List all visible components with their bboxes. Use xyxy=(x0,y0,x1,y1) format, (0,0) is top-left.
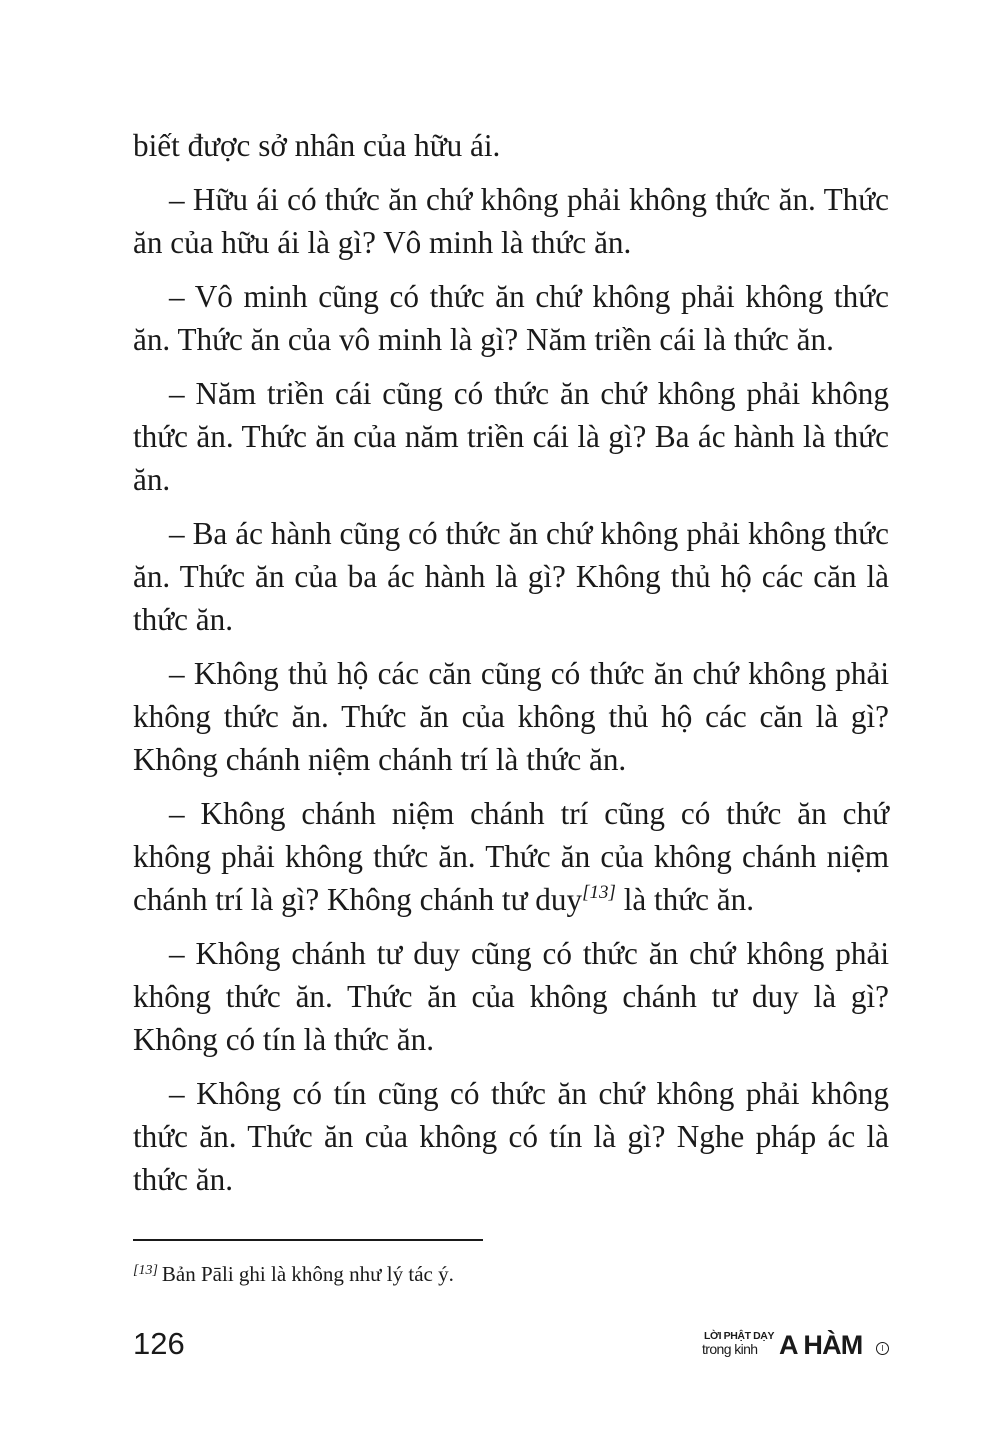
paragraph: biết được sở nhân của hữu ái. xyxy=(133,128,501,163)
paragraph: – Năm triền cái cũng có thức ăn chứ không phải không thức ăn. Thức ăn của năm triền cái là gì? Ba ác hành là thức ăn. xyxy=(133,376,889,497)
book-logo-title: A HÀM xyxy=(779,1330,863,1360)
footnote xyxy=(133,1260,889,1288)
paragraph: – Không chánh tư duy cũng có thức ăn chứ không phải không thức ăn. Thức ăn của không chánh tư duy là gì? Không có tín là thức ăn. xyxy=(133,936,889,1057)
footnote-reference[interactable]: [13] xyxy=(582,882,616,903)
paragraph: – Vô minh cũng có thức ăn chứ không phải không thức ăn. Thức ăn của vô minh là gì? Năm triền cái là thức ăn. xyxy=(133,279,889,357)
paragraph: – Không thủ hộ các căn cũng có thức ăn chứ không phải không thức ăn. Thức ăn của không thủ hộ các căn là gì? Không chánh niệm chánh trí là thức ăn. xyxy=(133,656,889,777)
paragraph xyxy=(133,792,889,921)
paragraph-text: – Không chánh niệm chánh trí cũng có thức ăn chứ không phải không thức ăn. Thức ăn của không chánh niệm chánh trí là gì? Không chánh tư duy xyxy=(133,796,889,917)
paragraph-text: là thức ăn. xyxy=(615,882,755,917)
page-number: 126 xyxy=(133,1326,185,1361)
paragraph: – Ba ác hành cũng có thức ăn chứ không phải không thức ăn. Thức ăn của ba ác hành là gì? Không thủ hộ các căn là thức ăn. xyxy=(133,516,889,637)
book-logo-line2: trong kinh xyxy=(702,1341,758,1357)
body-text xyxy=(133,124,889,1212)
footnote-mark: [13] xyxy=(133,1263,158,1278)
paragraph: – Không có tín cũng có thức ăn chứ không phải không thức ăn. Thức ăn của không có tín là gì? Nghe pháp ác là thức ăn. xyxy=(133,1076,889,1197)
paragraph: – Hữu ái có thức ăn chứ không phải không thức ăn. Thức ăn của hữu ái là gì? Vô minh là thức ăn. xyxy=(133,182,889,260)
book-logo-line1: LỜI PHẬT DẠY xyxy=(704,1330,775,1342)
book-logo xyxy=(702,1330,892,1364)
volume-badge-icon: I xyxy=(876,1342,889,1355)
footnote-divider xyxy=(133,1239,483,1241)
footnote-text: Bản Pāli ghi là không như lý tác ý. xyxy=(161,1262,454,1286)
